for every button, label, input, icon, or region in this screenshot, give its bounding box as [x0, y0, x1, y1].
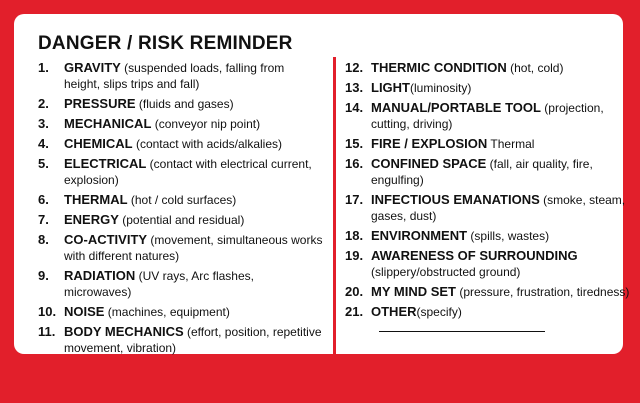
item-detail: (effort, position, repetitive movement, vibration) [64, 325, 322, 355]
list-item [345, 228, 635, 244]
list-item [345, 100, 635, 132]
list-item [345, 136, 635, 152]
item-name: MECHANICAL [64, 116, 152, 131]
item-number: 9. [38, 268, 49, 283]
item-detail: (contact with acids/alkalies) [132, 137, 282, 151]
item-name: MANUAL/PORTABLE TOOL [371, 100, 541, 115]
specify-blank-line [379, 322, 545, 332]
item-name: CONFINED SPACE [371, 156, 487, 171]
item-name: MY MIND SET [371, 284, 456, 299]
item-detail: (smoke, steam, gases, dust) [371, 193, 626, 223]
item-detail: (slippery/obstructed ground) [371, 265, 521, 279]
item-number: 11. [38, 324, 56, 339]
list-item [345, 284, 635, 300]
item-detail: (UV rays, Arc flashes, microwaves) [64, 269, 254, 299]
item-detail: (suspended loads, falling from height, slips trips and fall) [64, 61, 285, 91]
item-detail: (conveyor nip point) [151, 117, 261, 131]
item-name: NOISE [64, 304, 105, 319]
item-number: 20. [345, 284, 364, 299]
list-item [38, 96, 323, 112]
item-name: CO-ACTIVITY [64, 232, 148, 247]
item-number: 3. [38, 116, 49, 131]
item-name: PRESSURE [64, 96, 136, 111]
item-number: 19. [345, 248, 364, 263]
list-item [345, 156, 635, 188]
item-number: 12. [345, 60, 364, 75]
item-name: BODY MECHANICS [64, 324, 184, 339]
item-detail: (machines, equipment) [104, 305, 230, 319]
list-item [345, 60, 635, 76]
item-number: 18. [345, 228, 364, 243]
item-number: 15. [345, 136, 364, 151]
item-number: 13. [345, 80, 364, 95]
list-item [345, 304, 635, 336]
item-detail: (luminosity) [410, 81, 472, 95]
item-name: ENERGY [64, 212, 119, 227]
item-number: 14. [345, 100, 364, 115]
item-detail: Thermal [487, 137, 535, 151]
item-detail: (fluids and gases) [135, 97, 234, 111]
list-item [38, 136, 323, 152]
item-name: AWARENESS OF SURROUNDING [371, 248, 578, 263]
item-number: 7. [38, 212, 49, 227]
list-item [345, 192, 635, 224]
item-detail: (hot / cold surfaces) [127, 193, 237, 207]
item-detail: (contact with electrical current, explosion) [64, 157, 312, 187]
item-name: ELECTRICAL [64, 156, 147, 171]
item-number: 10. [38, 304, 57, 319]
item-number: 17. [345, 192, 364, 207]
item-detail: (hot, cold) [506, 61, 564, 75]
item-number: 4. [38, 136, 49, 151]
list-item [38, 268, 323, 300]
list-item [38, 212, 323, 228]
item-name: ENVIRONMENT [371, 228, 468, 243]
left-column [38, 60, 323, 360]
item-name: LIGHT [371, 80, 410, 95]
item-detail: (fall, air quality, fire, engulfing) [371, 157, 593, 187]
item-number: 5. [38, 156, 49, 171]
item-name: INFECTIOUS EMANATIONS [371, 192, 540, 207]
list-item [38, 324, 323, 356]
list-item [38, 156, 323, 188]
item-detail: (movement, simultaneous works with different natures) [64, 233, 323, 263]
item-detail: (spills, wastes) [467, 229, 550, 243]
item-number: 2. [38, 96, 49, 111]
item-number: 6. [38, 192, 49, 207]
item-name: CHEMICAL [64, 136, 133, 151]
right-column [345, 60, 635, 340]
list-item [38, 60, 323, 92]
column-divider [333, 57, 336, 366]
item-name: FIRE / EXPLOSION [371, 136, 488, 151]
item-number: 1. [38, 60, 49, 75]
list-item [38, 232, 323, 264]
item-number: 8. [38, 232, 49, 247]
item-number: 16. [345, 156, 364, 171]
list-item [38, 116, 323, 132]
list-item [345, 80, 635, 96]
card-title: DANGER / RISK REMINDER [38, 33, 293, 54]
list-item [345, 248, 635, 280]
item-number: 21. [345, 304, 364, 319]
risk-reminder-card [14, 14, 630, 355]
item-name: THERMIC CONDITION [371, 60, 507, 75]
item-name: RADIATION [64, 268, 136, 283]
list-item [38, 192, 323, 208]
item-detail: (pressure, frustration, tiredness) [456, 285, 630, 299]
item-detail: (specify) [416, 305, 462, 319]
item-name: THERMAL [64, 192, 128, 207]
item-detail: (projection, cutting, driving) [371, 101, 604, 131]
item-name: GRAVITY [64, 60, 121, 75]
item-detail: (potential and residual) [118, 213, 245, 227]
item-name: OTHER [371, 304, 417, 319]
list-item [38, 304, 323, 320]
